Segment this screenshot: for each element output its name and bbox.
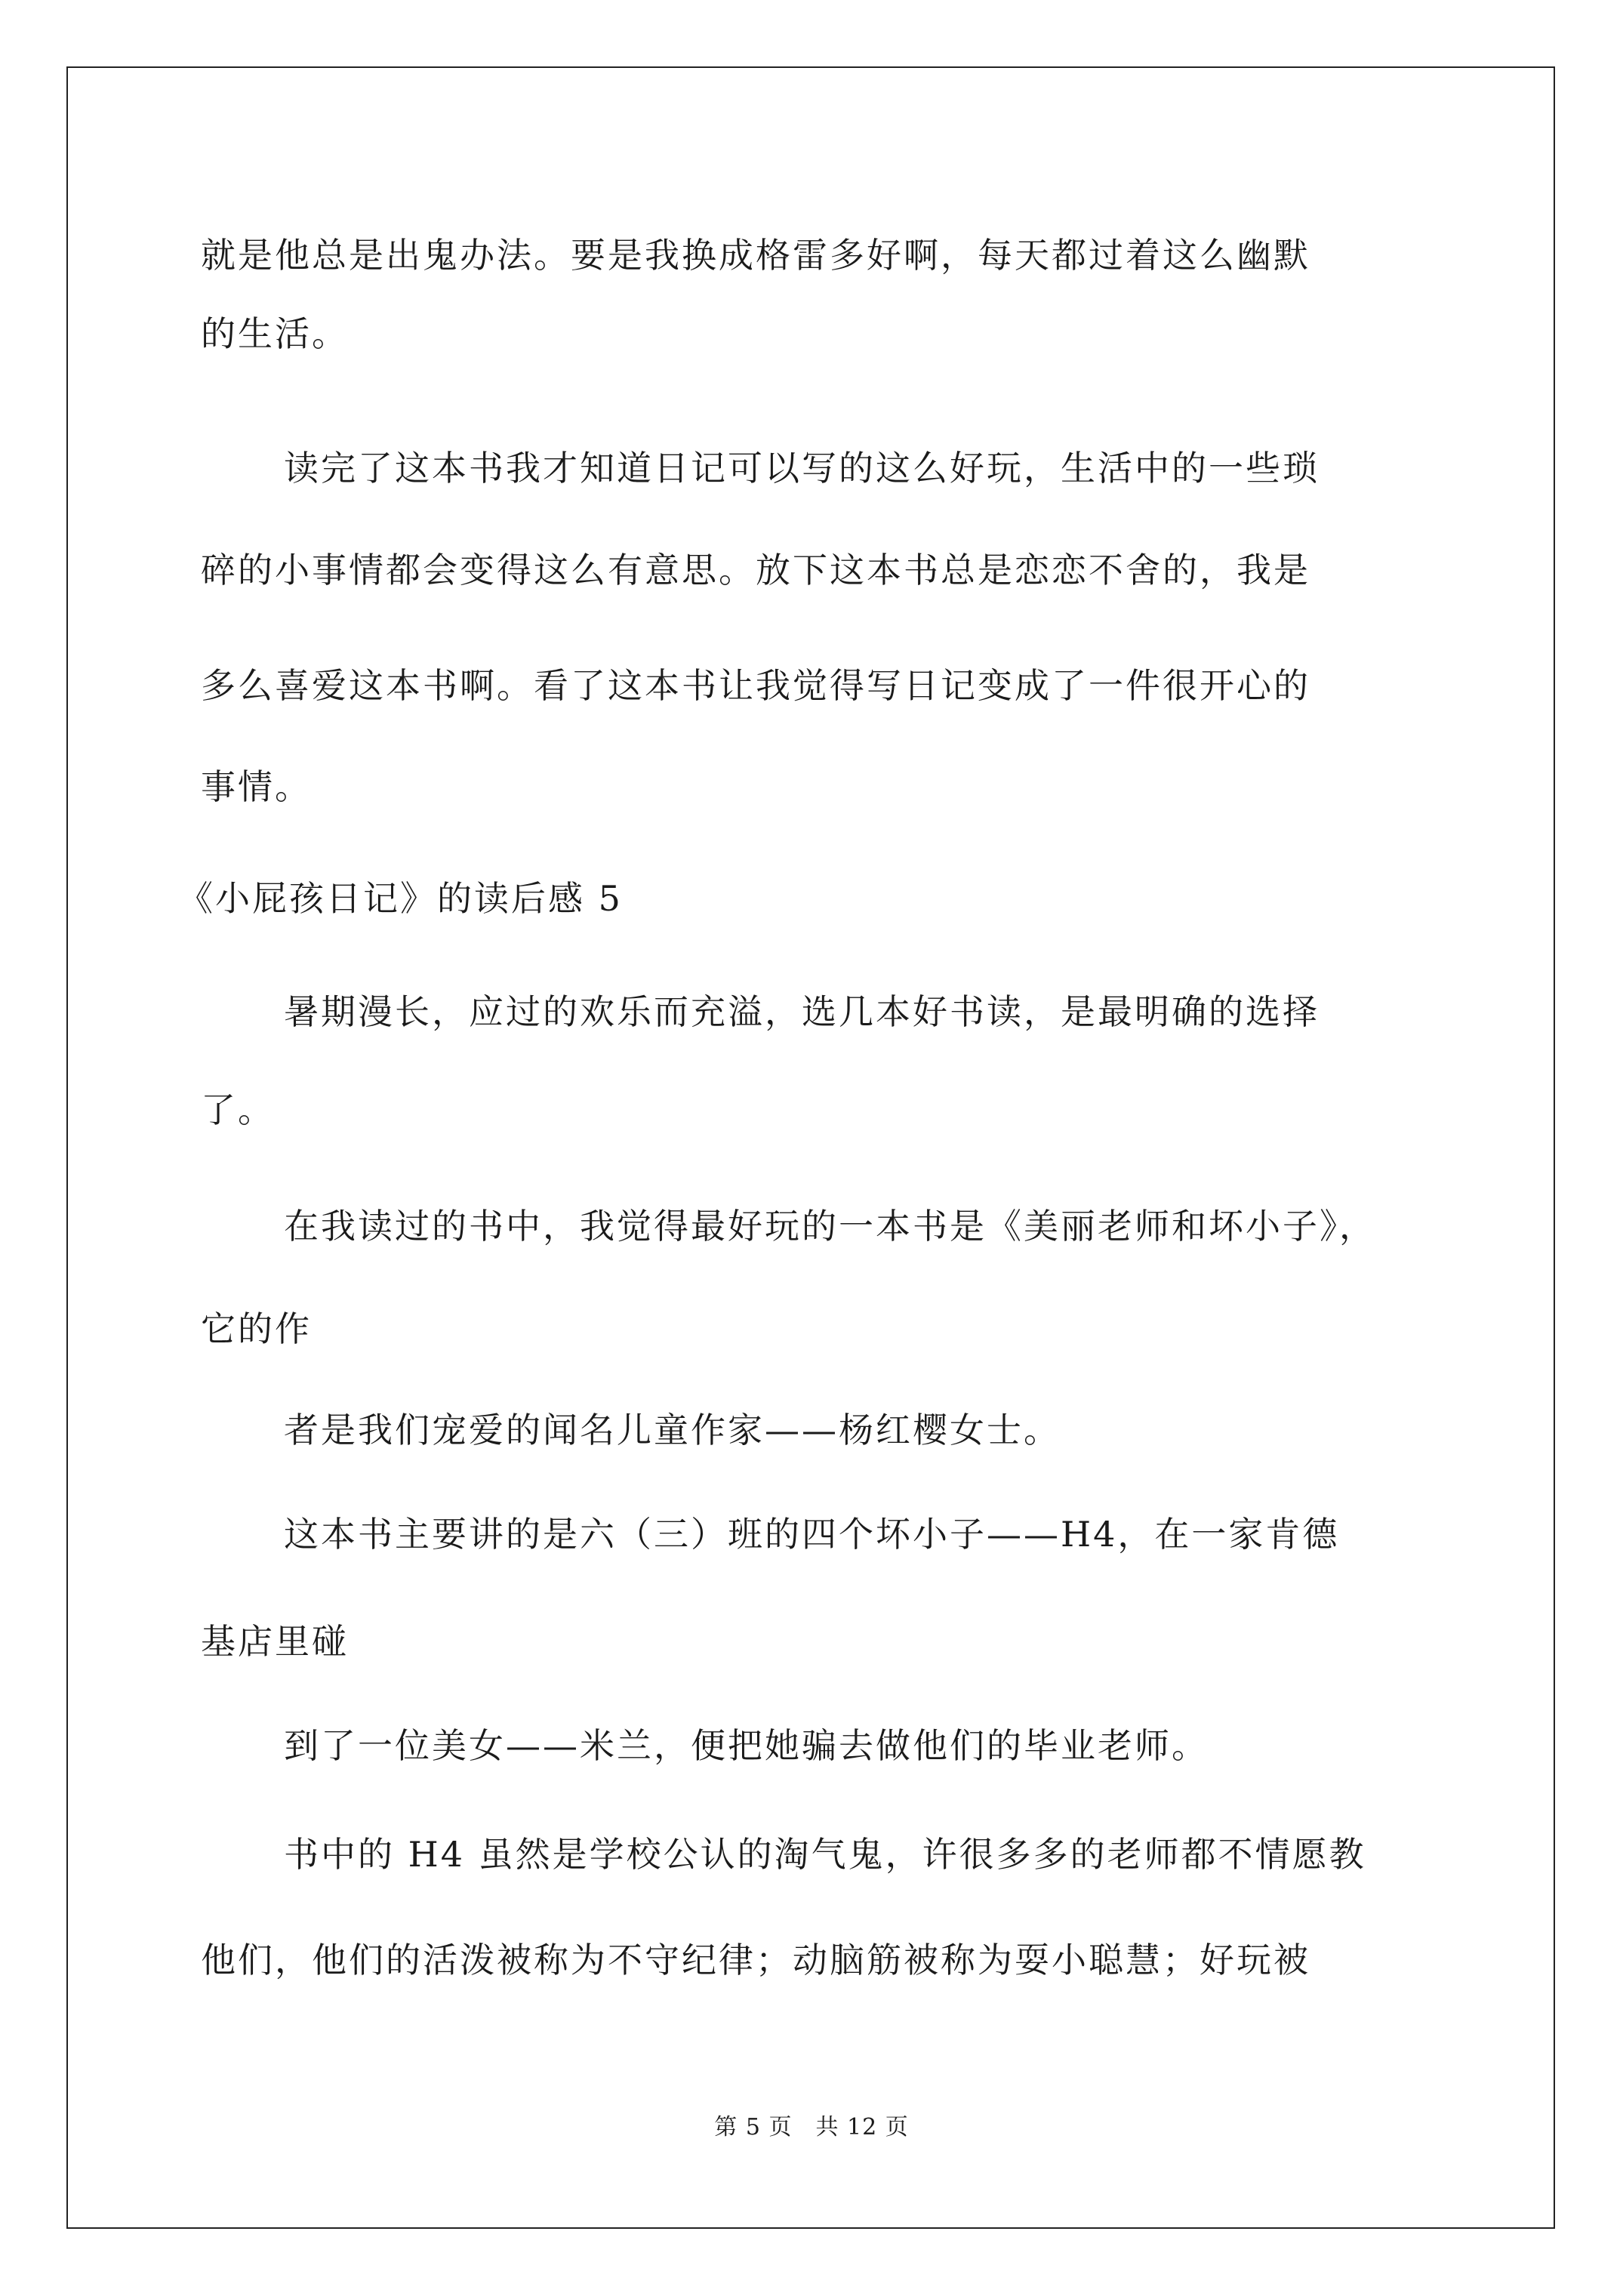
body-text-line: 事情。 (201, 766, 312, 807)
body-text-line: 的生活。 (201, 313, 349, 354)
body-text-line: 碎的小事情都会变得这么有意思。放下这本书总是恋恋不舍的，我是 (201, 550, 1310, 590)
paragraph-first-line: 者是我们宠爱的闻名儿童作家——杨红樱女士。 (284, 1410, 1061, 1450)
body-text-line: 他们，他们的活泼被称为不守纪律；动脑筋被称为耍小聪慧；好玩被 (201, 1940, 1310, 1980)
paragraph-first-line: 在我读过的书中，我觉得最好玩的一本书是《美丽老师和坏小子》， (284, 1206, 1376, 1247)
page-number-footer: 第 5 页 共 12 页 (714, 2114, 909, 2140)
paragraph-first-line: 暑期漫长，应过的欢乐而充溢，选几本好书读，是最明确的选择 (284, 991, 1320, 1032)
section-heading: 《小屁孩日记》的读后感 5 (178, 878, 623, 919)
paragraph-first-line: 书中的 H4 虽然是学校公认的淘气鬼，许很多多的老师都不情愿教 (284, 1834, 1366, 1875)
body-text-line: 了。 (201, 1089, 275, 1130)
paragraph-first-line: 到了一位美女——米兰，便把她骗去做他们的毕业老师。 (284, 1725, 1209, 1766)
paragraph-first-line: 这本书主要讲的是六（三）班的四个坏小子——H4，在一家肯德 (284, 1514, 1340, 1555)
body-text-line: 多么喜爱这本书啊。看了这本书让我觉得写日记变成了一件很开心的 (201, 665, 1310, 706)
body-text-line: 就是他总是出鬼办法。要是我换成格雷多好啊，每天都过着这么幽默 (201, 235, 1310, 276)
body-text-line: 基店里碰 (201, 1621, 349, 1662)
page-border (66, 66, 1555, 2229)
body-text-line: 它的作 (201, 1308, 312, 1349)
paragraph-first-line: 读完了这本书我才知道日记可以写的这么好玩，生活中的一些琐 (284, 448, 1320, 488)
